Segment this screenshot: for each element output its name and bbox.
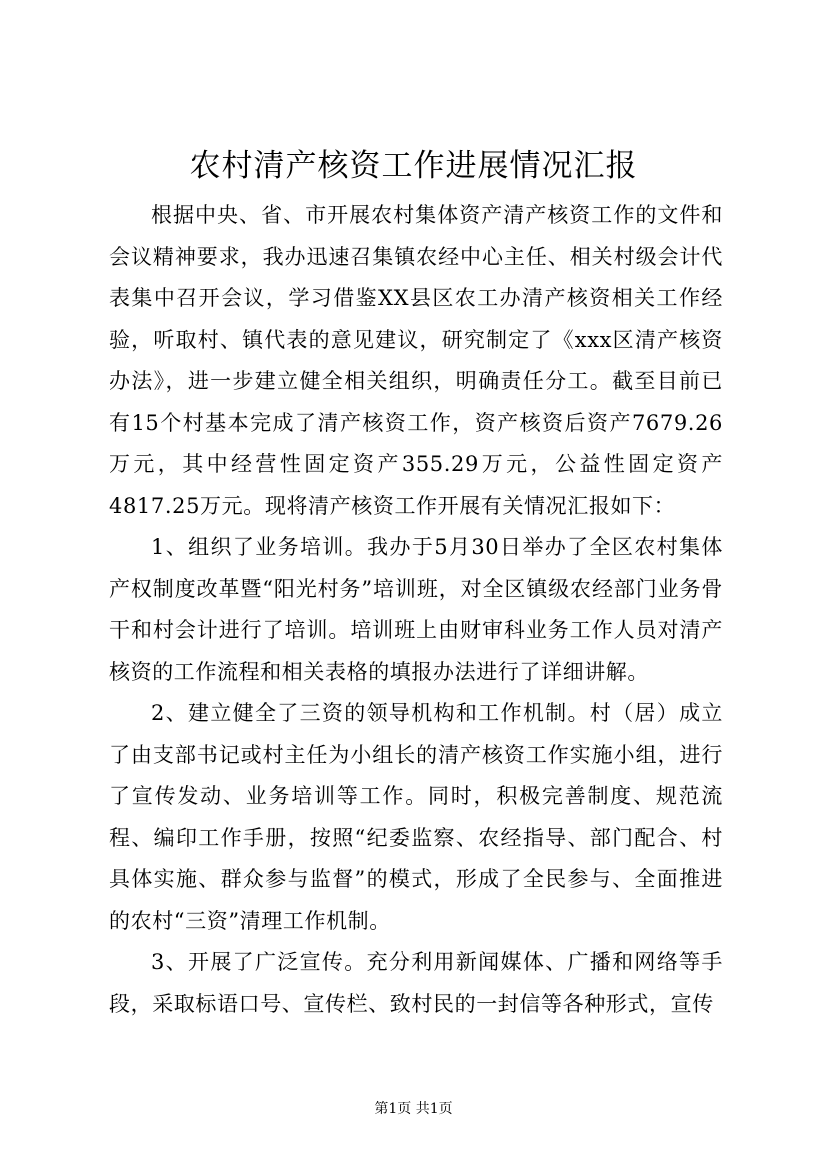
paragraph-mechanism: 2、建立健全了三资的领导机构和工作机制。村（居）成立了由支部书记或村主任为小组长的清产核资工作实施小组，进行了宣传发动、业务培训等工作。同时，积极完善制度、规范流程、编印工作手册，按照“纪委监察、农经指导、部门配合、村具体实施、群众参与监督”的模式，形成了全民参与、全面推进的农村“三资”清理工作机制。 (109, 701, 723, 933)
document-title: 农村清产核资工作进展情况汇报 (189, 148, 638, 184)
document-body (109, 195, 723, 1025)
paragraph-training: 1、组织了业务培训。我办于5月30日举办了全区农村集体产权制度改革暨“阳光村务”培训班，对全区镇级农经部门业务骨干和村会计进行了培训。培训班上由财审科业务工作人员对清产核资的工作流程和相关表格的填报办法进行了详细讲解。 (109, 535, 723, 684)
page-footer: 第1页 共1页 (374, 1101, 453, 1117)
paragraph-intro: 根据中央、省、市开展农村集体资产清产核资工作的文件和会议精神要求，我办迅速召集镇农经中心主任、相关村级会计代表集中召开会议，学习借鉴XX县区农工办清产核资相关工作经验，听取村、镇代表的意见建议，研究制定了《xxx区清产核资办法》，进一步建立健全相关组织，明确责任分工。截至目前已有15个村基本完成了清产核资工作，资产核资后资产7679.26万元，其中经营性固定资产355.29万元，公益性固定资产4817.25万元。现将清产核资工作开展有关情况汇报如下： (109, 203, 723, 518)
paragraph-publicity: 3、开展了广泛宣传。充分利用新闻媒体、广播和网络等手段，采取标语口号、宣传栏、致村民的一封信等各种形式，宣传 (109, 950, 723, 1016)
